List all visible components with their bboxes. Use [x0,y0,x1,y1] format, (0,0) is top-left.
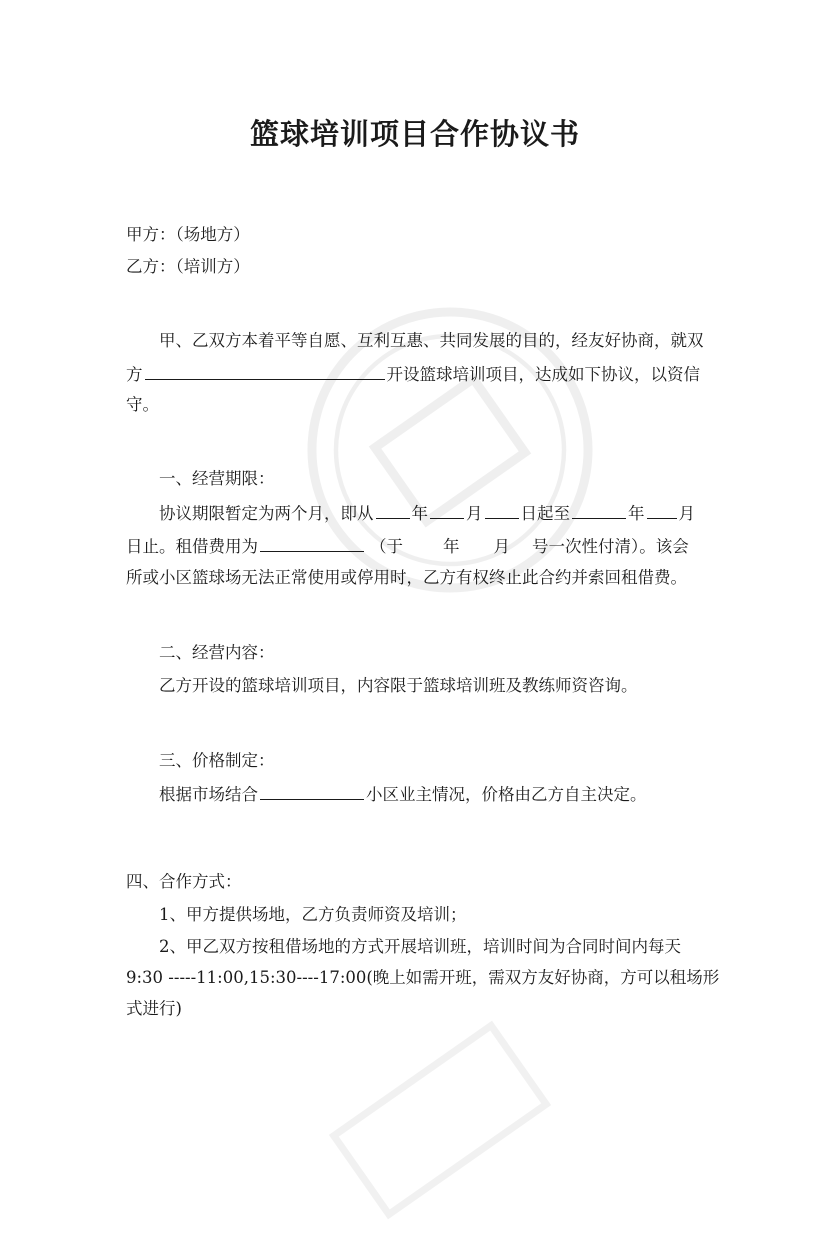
page-title: 篮球培训项目合作协议书 [249,117,580,151]
blank-field [430,501,464,519]
blank-field [485,501,519,519]
fee-text: （于 [370,537,403,556]
section2-heading: 二、经营内容： [159,643,275,662]
term-text: 月 [466,504,483,523]
section4-heading: 四、合作方式： [126,872,242,891]
section4-item-2-line-1: 2、甲乙双方按租借场地的方式开展培训班，培训时间为合同时间内每天 [159,937,681,956]
blank-field [145,362,385,380]
section1-line-1 [159,501,695,525]
intro-line-2 [126,362,700,386]
blank-field [260,782,364,800]
blank-field [647,501,677,519]
fee-text: 月 [493,537,510,556]
price-text: 小区业主情况，价格由乙方自主决定。 [366,785,647,804]
section4-item-2-line-3: 式进行) [126,999,182,1018]
section4-item-1: 1、甲方提供场地，乙方负责师资及培训； [159,905,467,924]
blank-field [572,501,626,519]
term-text: 日起至 [520,504,570,523]
blank-field [260,534,364,552]
fee-text: 日止。租借费用为 [126,537,258,556]
party-a: 甲方：（场地方） [126,225,250,244]
party-b: 乙方：（培训方） [126,257,250,276]
intro-line-3: 守。 [126,395,159,414]
price-text: 根据市场结合 [159,785,258,804]
section1-line-2 [126,534,689,558]
watermark-icon [241,241,659,659]
section3-body [159,782,647,806]
section4-item-2-line-2: 9:30 -----11:00,15:30----17:00(晚上如需开班，需双方友好协商，方可以租场形 [126,968,720,987]
intro-line-2-end: 开设篮球培训项目，达成如下协议，以资信 [386,365,700,384]
fee-text: 号一次性付清）。该会 [532,537,689,556]
intro-line-1: 甲、乙双方本着平等自愿、互利互惠、共同发展的目的，经友好协商，就双 [159,331,704,350]
term-text: 月 [678,504,695,523]
term-text: 协议期限暂定为两个月，即从 [159,504,374,523]
term-text: 年 [628,504,645,523]
section1-heading: 一、经营期限： [159,469,275,488]
section2-body: 乙方开设的篮球培训项目，内容限于篮球培训班及教练师资咨询。 [159,676,638,695]
intro-line-2-start: 方 [126,365,143,384]
section1-line-3: 所或小区篮球场无法正常使用或停用时，乙方有权终止此合约并索回租借费。 [126,568,687,587]
fee-text: 年 [443,537,460,556]
term-text: 年 [411,504,428,523]
section3-heading: 三、价格制定： [159,751,275,770]
watermark-icon [296,986,584,1254]
blank-field [376,501,410,519]
